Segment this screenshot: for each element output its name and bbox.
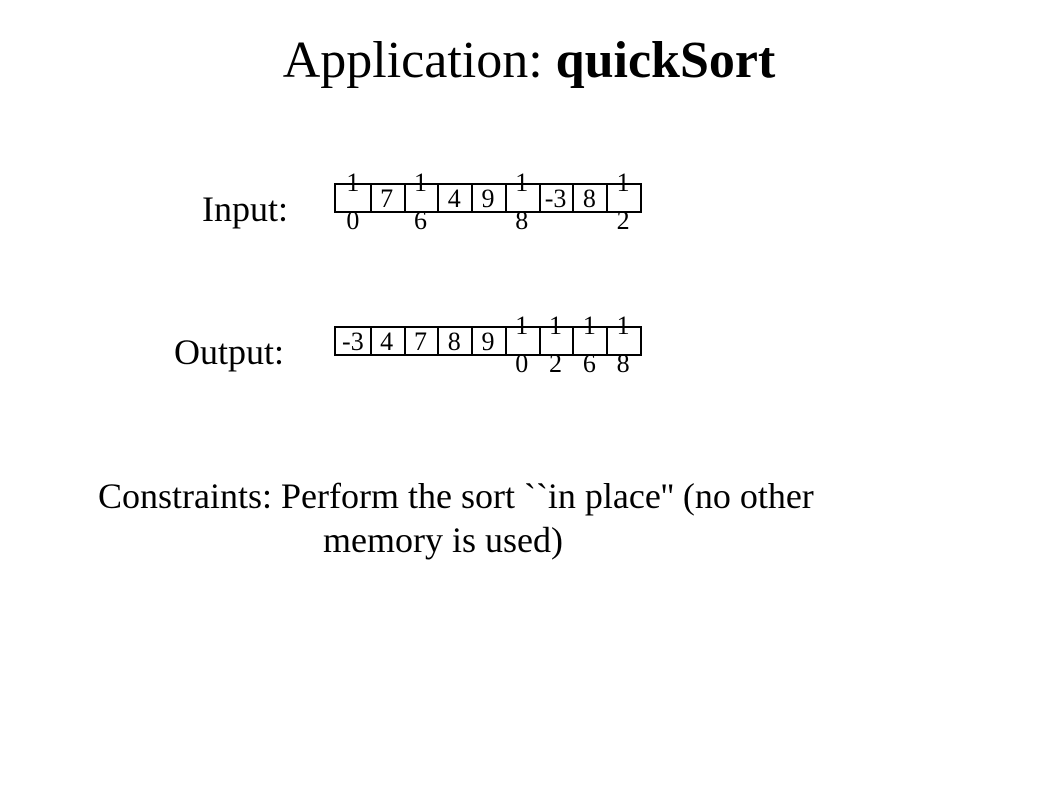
array-value: 8 (582, 184, 596, 213)
array-value-digit-top: 1 (582, 311, 596, 340)
slide-title (0, 30, 1058, 92)
array-value-digit-bottom: 2 (616, 206, 630, 235)
output-array (334, 311, 642, 378)
constraints-line-1: Constraints: Perform the sort ``in place'' (no other (98, 476, 814, 516)
array-value: -3 (544, 184, 567, 213)
array-value-digit-bottom: 6 (413, 206, 427, 235)
array-value-digit-top: 1 (616, 311, 630, 340)
array-value: 9 (481, 327, 495, 356)
array-value: 7 (413, 327, 427, 356)
array-value-digit-bottom: 0 (346, 206, 360, 235)
array-value-digit-top: 1 (413, 168, 427, 197)
input-array (334, 168, 642, 235)
array-value: 7 (380, 184, 394, 213)
output-label: Output: (174, 332, 285, 372)
array-value-digit-top: 1 (515, 168, 529, 197)
constraints-text (98, 474, 1038, 562)
array-value-digit-bottom: 2 (549, 349, 563, 378)
input-label: Input: (202, 189, 288, 229)
array-value: 4 (447, 184, 461, 213)
array-value-digit-bottom: 8 (515, 206, 529, 235)
array-value-digit-bottom: 0 (515, 349, 529, 378)
constraints-line-2: memory is used) (323, 520, 563, 560)
array-value: 8 (447, 327, 461, 356)
array-value: -3 (342, 327, 364, 356)
array-value-digit-top: 1 (616, 168, 630, 197)
array-value: 9 (481, 184, 495, 213)
array-value: 4 (380, 327, 394, 356)
array-value-digit-top: 1 (346, 168, 360, 197)
array-value-digit-top: 1 (549, 311, 563, 340)
array-value-digit-bottom: 8 (616, 349, 630, 378)
title-prefix: Application: (282, 32, 556, 89)
title-function-name: quickSort (555, 32, 776, 89)
array-value-digit-top: 1 (515, 311, 529, 340)
array-value-digit-bottom: 6 (582, 349, 596, 378)
